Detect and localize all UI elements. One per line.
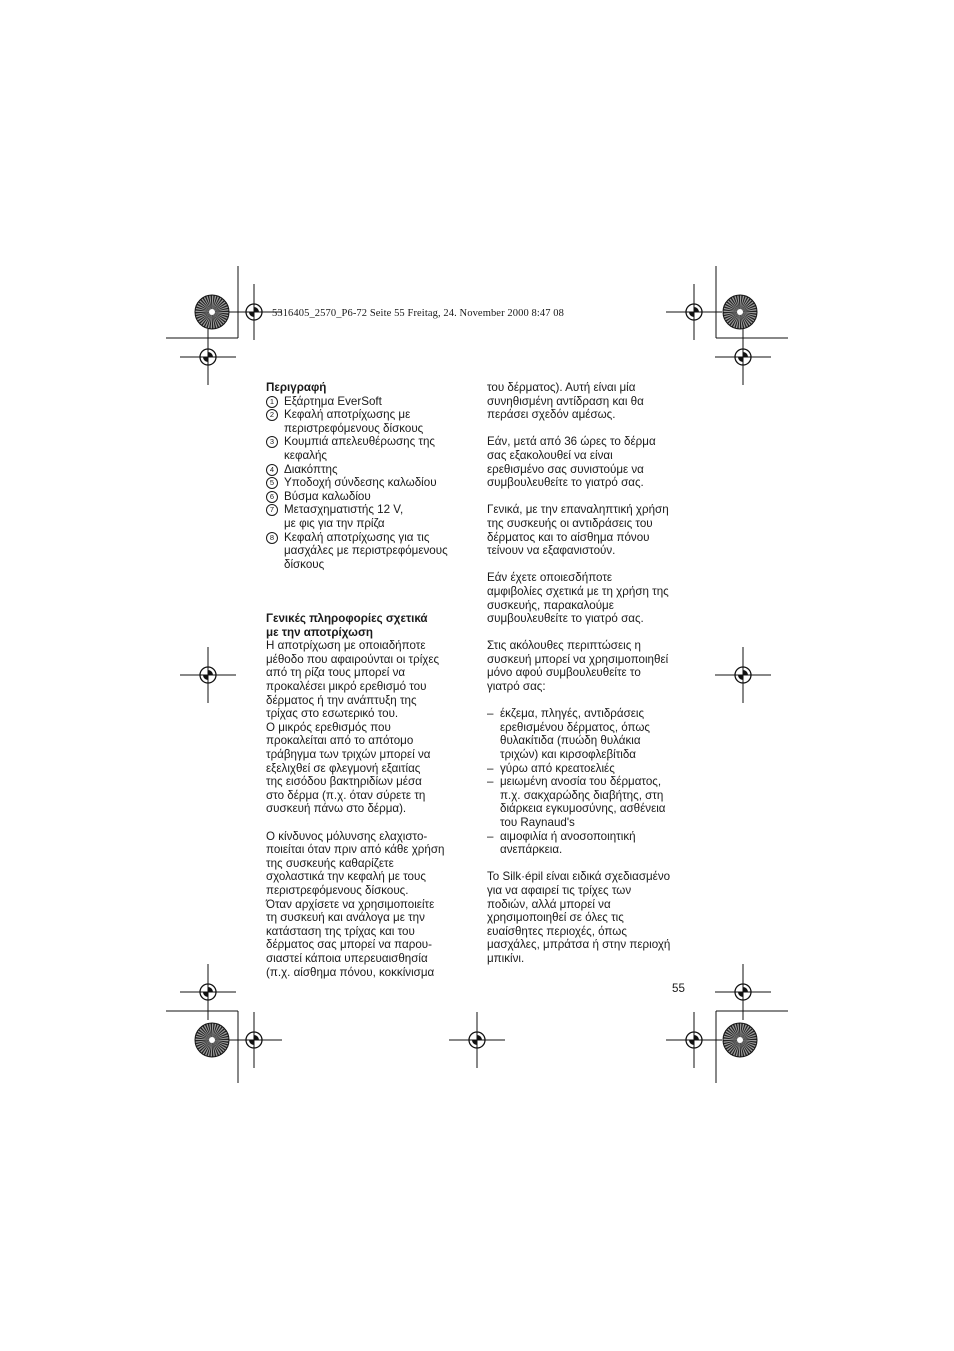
item-number-badge: 4 — [266, 464, 278, 476]
description-item — [266, 476, 471, 490]
registration-crosshair — [180, 964, 236, 1020]
text-line: της εισόδου βακτηριδίων μέσα — [266, 775, 422, 789]
dash-bullet: – — [487, 775, 494, 789]
text-line: προκαλείται από το απότομο — [266, 734, 414, 748]
text-line: εξελιχθεί σε φλεγμονή εξαιτίας — [266, 761, 421, 775]
description-item — [266, 395, 471, 409]
text-line: ποιείται όταν πριν από κάθε χρήση — [266, 843, 445, 857]
text-line: περάσει σχεδόν αμέσως. — [487, 408, 616, 422]
description-list — [266, 395, 471, 572]
text-line: ευαίσθητες περιοχές, όπως — [487, 924, 627, 938]
left-column — [266, 381, 471, 979]
text-line: τείνουν να εξαφανιστούν. — [487, 544, 616, 558]
item-number-badge: 1 — [266, 396, 278, 408]
text-line: Εάν, μετά από 36 ώρες το δέρμα — [487, 435, 656, 449]
text-line: συσκευής, παρακαλούμε — [487, 598, 614, 612]
text-line: Το Silk·épil είναι ειδικά σχεδιασμένο — [487, 870, 671, 884]
text-line: συνηθισμένη αντίδραση και θα — [487, 394, 644, 408]
item-text: Κεφαλή αποτρίχωσης για τις — [284, 530, 430, 544]
description-item — [266, 490, 471, 504]
item-number-badge: 2 — [266, 409, 278, 421]
conditions-list — [487, 707, 692, 857]
text-line: αμφιβολίες σχετικά με τη χρήση της — [487, 584, 669, 598]
text-line: του δέρματος). Αυτή είναι μία — [487, 381, 636, 394]
text-line: θυλακίτιδα (πυώδη θυλάκια — [500, 734, 641, 748]
general-paragraph-2 — [266, 830, 471, 980]
text-line: συμβουλευθείτε το γιατρό σας. — [487, 476, 644, 490]
condition-item — [487, 830, 692, 857]
text-line: για να αφαιρεί τις τρίχες των — [487, 883, 632, 897]
text-line: σας εξακολουθεί να είναι — [487, 448, 613, 462]
text-line: ερεθισμένου δέρματος, όπως — [500, 720, 651, 734]
text-line: Η αποτρίχωση με οποιαδήποτε — [266, 639, 426, 653]
condition-item — [487, 707, 692, 761]
registration-crosshair — [180, 647, 236, 703]
item-text: Κουμπιά απελευθέρωσης της — [284, 435, 436, 449]
text-line: συσκευή πάνω στο δέρμα). — [266, 802, 407, 816]
item-number-badge: 3 — [266, 436, 278, 448]
registration-crosshair — [715, 647, 771, 703]
item-number-badge: 5 — [266, 477, 278, 489]
registration-crosshair — [666, 1012, 722, 1068]
text-line: μέθοδο που αφαιρούνται οι τρίχες — [266, 652, 440, 666]
item-text: με φις για την πρίζα — [284, 516, 385, 530]
title-line: Γενικές πληροφορίες σχετικά — [266, 612, 428, 626]
text-line: δέρματος ή την ανάπτυξη της — [266, 693, 417, 707]
text-line: δέρματος και το αίσθημα πόνου — [487, 530, 650, 544]
registration-crosshair — [449, 1012, 505, 1068]
text-line: χρησιμοποιηθεί σε όλες τις — [487, 911, 624, 925]
right-paragraph-4 — [487, 571, 692, 625]
item-text: Εξάρτημα EverSoft — [284, 394, 382, 408]
color-starburst — [723, 1023, 757, 1057]
dash-bullet: – — [487, 761, 494, 775]
text-line: περιστρεφόμενους δίσκους. — [266, 883, 409, 897]
item-text: Διακόπτης — [284, 462, 338, 476]
text-line: τριχών) και κιρσοφλεβίτιδα — [500, 748, 636, 762]
item-text: περιστρεφόμενους δίσκους — [284, 421, 424, 435]
text-line: Στις ακόλουθες περιπτώσεις η — [487, 639, 641, 653]
text-line: Όταν αρχίσετε να χρησιμοποιείτε — [266, 897, 435, 911]
text-line: συμβουλευθείτε το γιατρό σας. — [487, 612, 644, 626]
title-line: με την αποτρίχωση — [266, 625, 373, 639]
text-line: στο δέρμα (π.χ. όταν σύρετε τη — [266, 788, 426, 802]
text-line: ερεθισμένο σας συνιστούμε να — [487, 462, 644, 476]
text-line: μόνο αφού συμβουλευθείτε το — [487, 666, 641, 680]
right-paragraph-6 — [487, 870, 692, 965]
text-line: (π.χ. αίσθημα πόνου, κοκκίνισμα — [266, 965, 435, 979]
right-paragraph-1 — [487, 381, 692, 422]
color-starburst — [195, 1023, 229, 1057]
text-line: διάρκεια εγκυμοσύνης, ασθένεια — [500, 802, 666, 816]
text-line: σιαστεί κάποια υπερευαισθησία — [266, 951, 428, 965]
page-number: 55 — [672, 982, 685, 995]
description-item — [266, 435, 471, 462]
text-line: Εάν έχετε οποιεσδήποτε — [487, 571, 613, 585]
text-line: έκζεμα, πληγές, αντιδράσεις — [500, 707, 645, 721]
condition-item — [487, 762, 692, 776]
registration-crosshair — [715, 964, 771, 1020]
item-text: Κεφαλή αποτρίχωσης με — [284, 408, 411, 422]
item-text: κεφαλής — [284, 448, 328, 462]
right-paragraph-5 — [487, 639, 692, 693]
text-line: από τη ρίζα τους μπορεί να — [266, 666, 406, 680]
color-starburst — [723, 295, 757, 329]
item-number-badge: 6 — [266, 491, 278, 503]
print-header: 5316405_2570_P6-72 Seite 55 Freitag, 24. November 2000 8:47 08 — [272, 308, 565, 319]
registration-crosshair — [226, 1012, 282, 1068]
right-paragraph-2 — [487, 435, 692, 489]
text-line: π.χ. σακχαρώδης διαβήτης, στη — [500, 788, 664, 802]
item-text: δίσκους — [284, 557, 325, 571]
dash-bullet: – — [487, 707, 494, 721]
dash-bullet: – — [487, 829, 494, 843]
general-paragraph-1 — [266, 639, 471, 816]
text-line: δέρματος σας μπορεί να παρου- — [266, 938, 432, 952]
description-item — [266, 503, 471, 530]
right-column — [487, 381, 692, 966]
description-item — [266, 463, 471, 477]
text-line: Ο κίνδυνος μόλυνσης ελαχιστο- — [266, 829, 428, 843]
description-item — [266, 408, 471, 435]
right-paragraph-3 — [487, 503, 692, 557]
text-line: ανεπάρκεια. — [500, 843, 563, 857]
text-line: γύρω από κρεατοελιές — [500, 761, 615, 775]
description-item — [266, 531, 471, 572]
registration-crosshair — [666, 284, 722, 340]
text-line: συσκευή μπορεί να χρησιμοποιηθεί — [487, 652, 669, 666]
text-line: τρίχας στο εσωτερικό του. — [266, 707, 399, 721]
item-text: Υποδοχή σύνδεσης καλωδίου — [284, 476, 437, 490]
text-line: τη συσκευή και ανάλογα με την — [266, 911, 425, 925]
registration-crosshair — [715, 329, 771, 385]
general-info-title — [266, 612, 471, 639]
text-line: Γενικά, με την επαναληπτική χρήση — [487, 503, 669, 517]
item-text: Μετασχηματιστής 12 V, — [284, 503, 404, 517]
registration-crosshair — [180, 329, 236, 385]
text-line: της συσκευής καθαρίζετε — [266, 856, 394, 870]
text-line: του Raynaud's — [500, 816, 575, 829]
text-line: μειωμένη ανοσία του δέρματος, — [500, 775, 662, 789]
description-title: Περιγραφή — [266, 381, 327, 394]
item-number-badge: 8 — [266, 532, 278, 544]
text-line: σχολαστικά την κεφαλή με τους — [266, 870, 426, 884]
text-line: μπικίνι. — [487, 951, 525, 965]
item-text: μασχάλες με περιστρεφόμενους — [284, 544, 448, 558]
text-line: ποδιών, αλλά μπορεί να — [487, 897, 611, 911]
text-line: κατάσταση της τρίχας και του — [266, 924, 415, 938]
item-number-badge: 7 — [266, 504, 278, 516]
text-line: Ο μικρός ερεθισμός που — [266, 720, 391, 734]
text-line: της συσκευής οι αντιδράσεις του — [487, 516, 653, 530]
color-starburst — [195, 295, 229, 329]
text-line: τράβηγμα των τριχών μπορεί να — [266, 748, 431, 762]
text-line: αιμοφιλία ή ανοσοποιητική — [500, 829, 636, 843]
text-line: προκαλέσει μικρό ερεθισμό του — [266, 680, 427, 694]
condition-item — [487, 775, 692, 829]
item-text: Βύσμα καλωδίου — [284, 489, 371, 503]
crop-lines — [166, 266, 788, 1083]
text-line: γιατρό σας: — [487, 680, 546, 694]
text-line: μασχάλες, μπράτσα ή στην περιοχή — [487, 938, 671, 952]
